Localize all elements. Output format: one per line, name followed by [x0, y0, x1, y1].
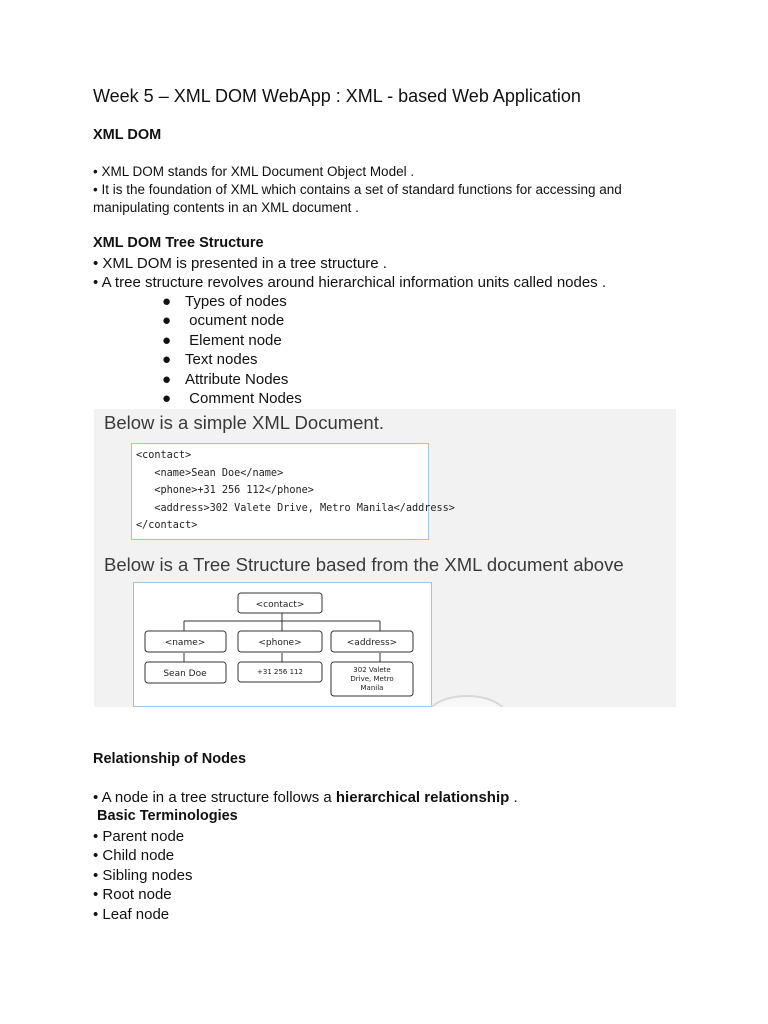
code-line: <contact> [136, 450, 192, 461]
tree-child-label: <address> [346, 638, 398, 648]
bullet-icon: ● [162, 370, 172, 388]
tree-root-label: <contact> [255, 600, 305, 610]
bullet-icon: ● [162, 351, 172, 369]
tree-child-label: <name> [164, 638, 206, 648]
list-item: • Root node [93, 886, 172, 904]
section-heading-relationship: Relationship of Nodes [93, 751, 247, 767]
code-line: <phone>+31 256 112</phone> [136, 485, 314, 496]
bullet-icon: ● [162, 293, 172, 310]
code-line: </contact> [136, 520, 198, 531]
list-item: • Child node [93, 847, 175, 865]
section-heading-tree-structure: XML DOM Tree Structure [93, 235, 264, 251]
list-item: • Parent node [93, 828, 185, 845]
page-title: Week 5 – XML DOM WebApp : XML - based Web Application [93, 86, 581, 106]
watermark-stamp [426, 695, 508, 707]
list-item: ● Text nodes [162, 351, 258, 369]
code-line: <name>Sean Doe</name> [136, 467, 284, 479]
code-line: <address>302 Valete Drive, Metro Manila</address> [136, 502, 455, 514]
terminology-list [93, 827, 193, 924]
text-line: manipulating contents in an XML document . [93, 200, 359, 215]
list-item: ● Element node [162, 331, 282, 349]
text-line: • It is the foundation of XML which contains a set of standard functions for accessing and [93, 182, 622, 197]
list-item: ● Comment Nodes [162, 389, 302, 407]
bullet-icon: ● [162, 331, 172, 349]
list-item: • Leaf node [93, 905, 170, 923]
basic-terminologies-heading: Basic Terminologies [97, 808, 238, 824]
tree-leaf-label: 302 Valete [353, 666, 391, 674]
list-item: ● Attribute Nodes [162, 370, 289, 388]
xml-figure [94, 409, 676, 707]
node-types-list [162, 292, 462, 408]
tree-svg [134, 583, 432, 707]
tree-structure-text [93, 254, 606, 292]
relationship-text: • A node in a tree structure follows a hierarchical relationship . [93, 789, 518, 806]
tree-leaf-label: +31 256 112 [257, 668, 303, 676]
list-item: • Sibling nodes [93, 866, 193, 884]
bullet-icon: ● [162, 312, 172, 330]
text-line: • XML DOM stands for XML Document Object Model . [93, 164, 415, 179]
tree-leaf-label: Drive, Metro [350, 675, 394, 683]
list-item: ● ocument node [162, 312, 285, 330]
list-item: ● Types of nodes [162, 293, 287, 310]
tree-child-label: <phone> [258, 638, 302, 648]
tree-diagram [133, 582, 432, 707]
figure-caption-xml-document: Below is a simple XML Document. [104, 412, 385, 433]
xml-code-box [131, 443, 455, 540]
section-heading-xml-dom: XML DOM [93, 127, 162, 143]
xml-dom-text [93, 163, 622, 217]
text-line: • XML DOM is presented in a tree structure . [93, 255, 387, 272]
tree-leaf-label: Manila [360, 684, 384, 692]
tree-leaf-label: Sean Doe [163, 669, 207, 679]
figure-caption-tree-structure: Below is a Tree Structure based from the XML document above [104, 554, 624, 575]
bullet-icon: ● [162, 389, 172, 407]
text-line: • A tree structure revolves around hierarchical information units called nodes . [93, 274, 607, 291]
